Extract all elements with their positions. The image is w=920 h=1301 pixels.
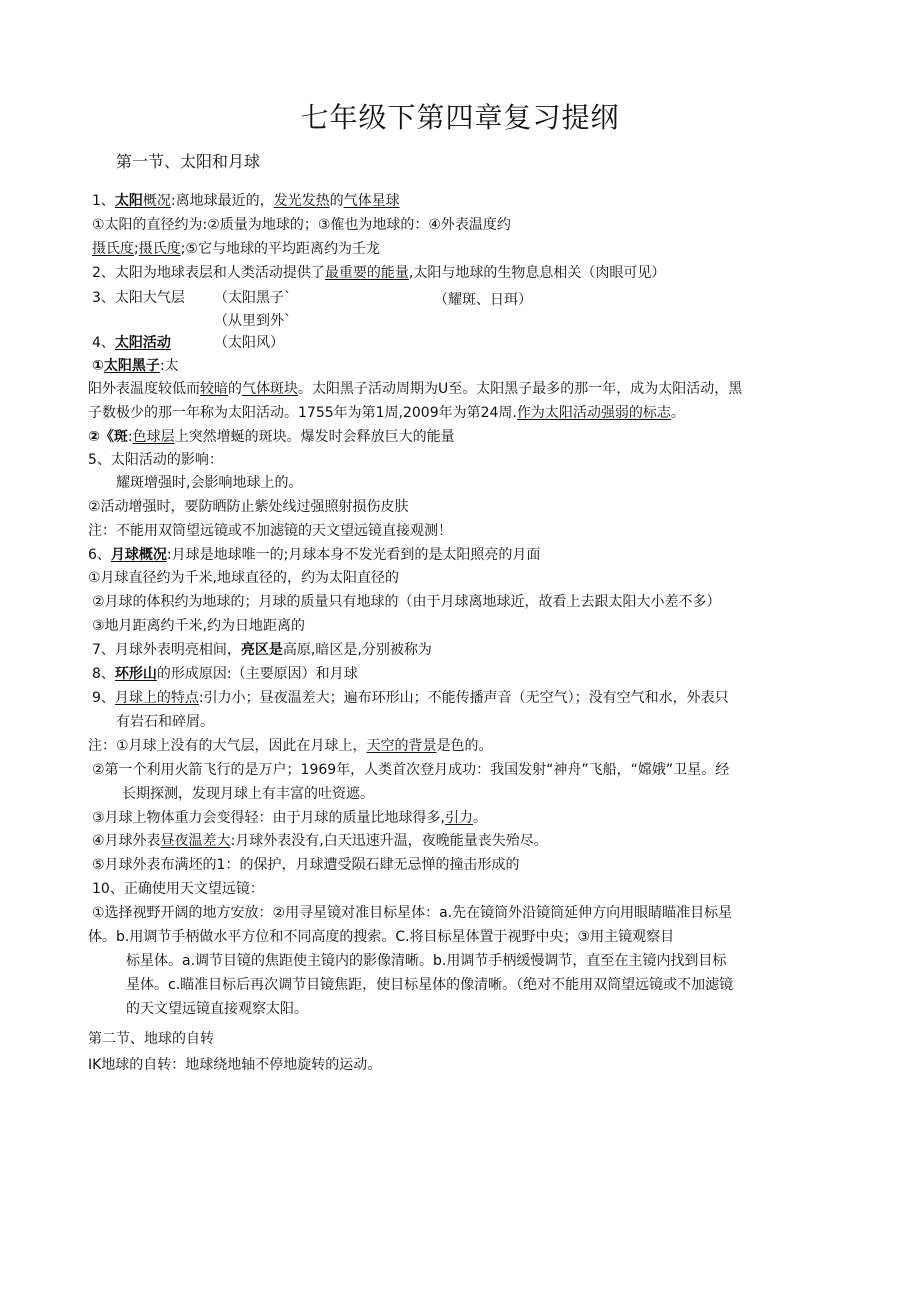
line-15: 注：不能用双筒望远镜或不加滤镜的天文望远镜直接观测！	[88, 523, 452, 539]
line-7: 4、太阳活动 （太阳风）	[92, 335, 284, 351]
line-5: 3、太阳大气层 （太阳黑子` （耀斑、日珥）	[92, 290, 532, 308]
line-6: （从里到外`	[214, 313, 291, 329]
line-32: 体。b.用调节手柄做水平方位和不同高度的搜索。C.将目标星体置于视野中央；③用主镜观察目	[88, 929, 675, 945]
line-8: ①太阳黑子:太	[92, 358, 179, 374]
line-26: 长期探测，发现月球上有丰富的吐资遮。	[122, 786, 374, 802]
line-2: ①太阳的直径约为:②质量为地球的；③傕也为地球的：④外表温度约	[92, 217, 511, 233]
line-21: 8、环形山的形成原因:（主要原因）和月球	[92, 666, 358, 682]
line-12: 5、太阳活动的影响：	[88, 452, 223, 468]
line-11: ②《斑:色球层上突然增蜒的斑块。爆发时会释放巨大的能量	[88, 429, 455, 445]
page-title: 七年级下第四章复习提纲	[300, 101, 620, 134]
line-14: ②活动增强时，要防晒防止紫处线过强照射损伤皮肤	[88, 499, 409, 515]
line-29: ⑤月球外表布满坯的1：的保护，月球遭受陨石肆无忌惮的撞击形成的	[92, 857, 520, 873]
line-20: 7、月球外表明亮相间，亮区是高原,暗区是,分别被称为	[92, 642, 432, 658]
line-31: ①选择视野开阔的地方安放：②用寻星镜对准目标星体：a.先在镜筒外沿镜筒延伸方向用眼睛瞄准目标星	[92, 905, 733, 921]
line-28: ④月球外表昼夜温差大:月球外表没有,白天迅速升温，夜晚能量丧失殆尽。	[92, 833, 548, 849]
line-9: 阳外表温度较低而较暗的气体斑块。太阳黑子活动周期为U至。太阳黑子最多的那一年，成为太阳活动，黑	[88, 381, 743, 397]
line-18: ②月球的体积约为地球的；月球的质量只有地球的（由于月球离地球近，故看上去跟太阳大小差不多）	[92, 594, 721, 610]
line-24: 注：①月球上没有的大气层，因此在月球上，天空的背景是色的。	[88, 738, 493, 754]
line-36: IK地球的自转：地球绕地轴不停地旋转的运动。	[88, 1057, 382, 1073]
section-heading-earth-rotation: 第二节、地球的自转	[88, 1031, 214, 1047]
line-19: ③地月距离约千米,约为日地距离的	[92, 618, 306, 634]
line-27: ③月球上物体重力会变得轻：由于月球的质量比地球得多,引力。	[92, 810, 487, 826]
line-33: 标星体。a.调节目镜的焦距使主镜内的影像清晰。b.用调节手柄缓慢调节，直至在主镜内找到目标	[126, 953, 727, 969]
line-10: 子数极少的那一年称为太阳活动。1755年为第1周,2009年为第24周.作为太阳活动强弱的标志。	[88, 405, 685, 421]
line-1: 1、太阳概况:离地球最近的，发光发热的气体星球	[92, 193, 400, 209]
line-25: ②第一个利用火箭飞行的是万户；1969年，人类首次登月成功：我国发射“神舟”飞船，“嫦娥”卫星。经	[92, 762, 730, 778]
line-34: 星体。c.瞄准目标后再次调节目镜焦距，使目标星体的像清晰。（绝对不能用双筒望远镜或不加滤镜	[126, 977, 734, 993]
line-23: 有岩石和碎屑。	[116, 714, 214, 730]
line-30: 10、正确使用天文望远镜：	[92, 881, 264, 897]
section-heading-sun-moon: 第一节、太阳和月球	[116, 152, 261, 171]
line-17: ①月球直径约为千米,地球直径的，约为太阳直径的	[88, 570, 399, 586]
line-4: 2、太阳为地球表层和人类活动提供了最重要的能量,太阳与地球的生物息息相关（肉眼可见）	[92, 265, 666, 281]
line-16: 6、月球概况:月球是地球唯一的;月球本身不发光看到的是太阳照亮的月面	[88, 547, 541, 563]
line-35: 的天文望远镜直接观察太阳。	[126, 1001, 308, 1017]
line-22: 9、月球上的特点:引力小；昼夜温差大；遍布环形山；不能传播声音（无空气）；没有空气和水，外表只	[92, 690, 729, 706]
line-3: 摄氏度;摄氏度;⑤它与地球的平均距离约为壬龙	[92, 241, 380, 257]
line-13: 耀斑增强时,会影响地球上的。	[116, 475, 303, 491]
